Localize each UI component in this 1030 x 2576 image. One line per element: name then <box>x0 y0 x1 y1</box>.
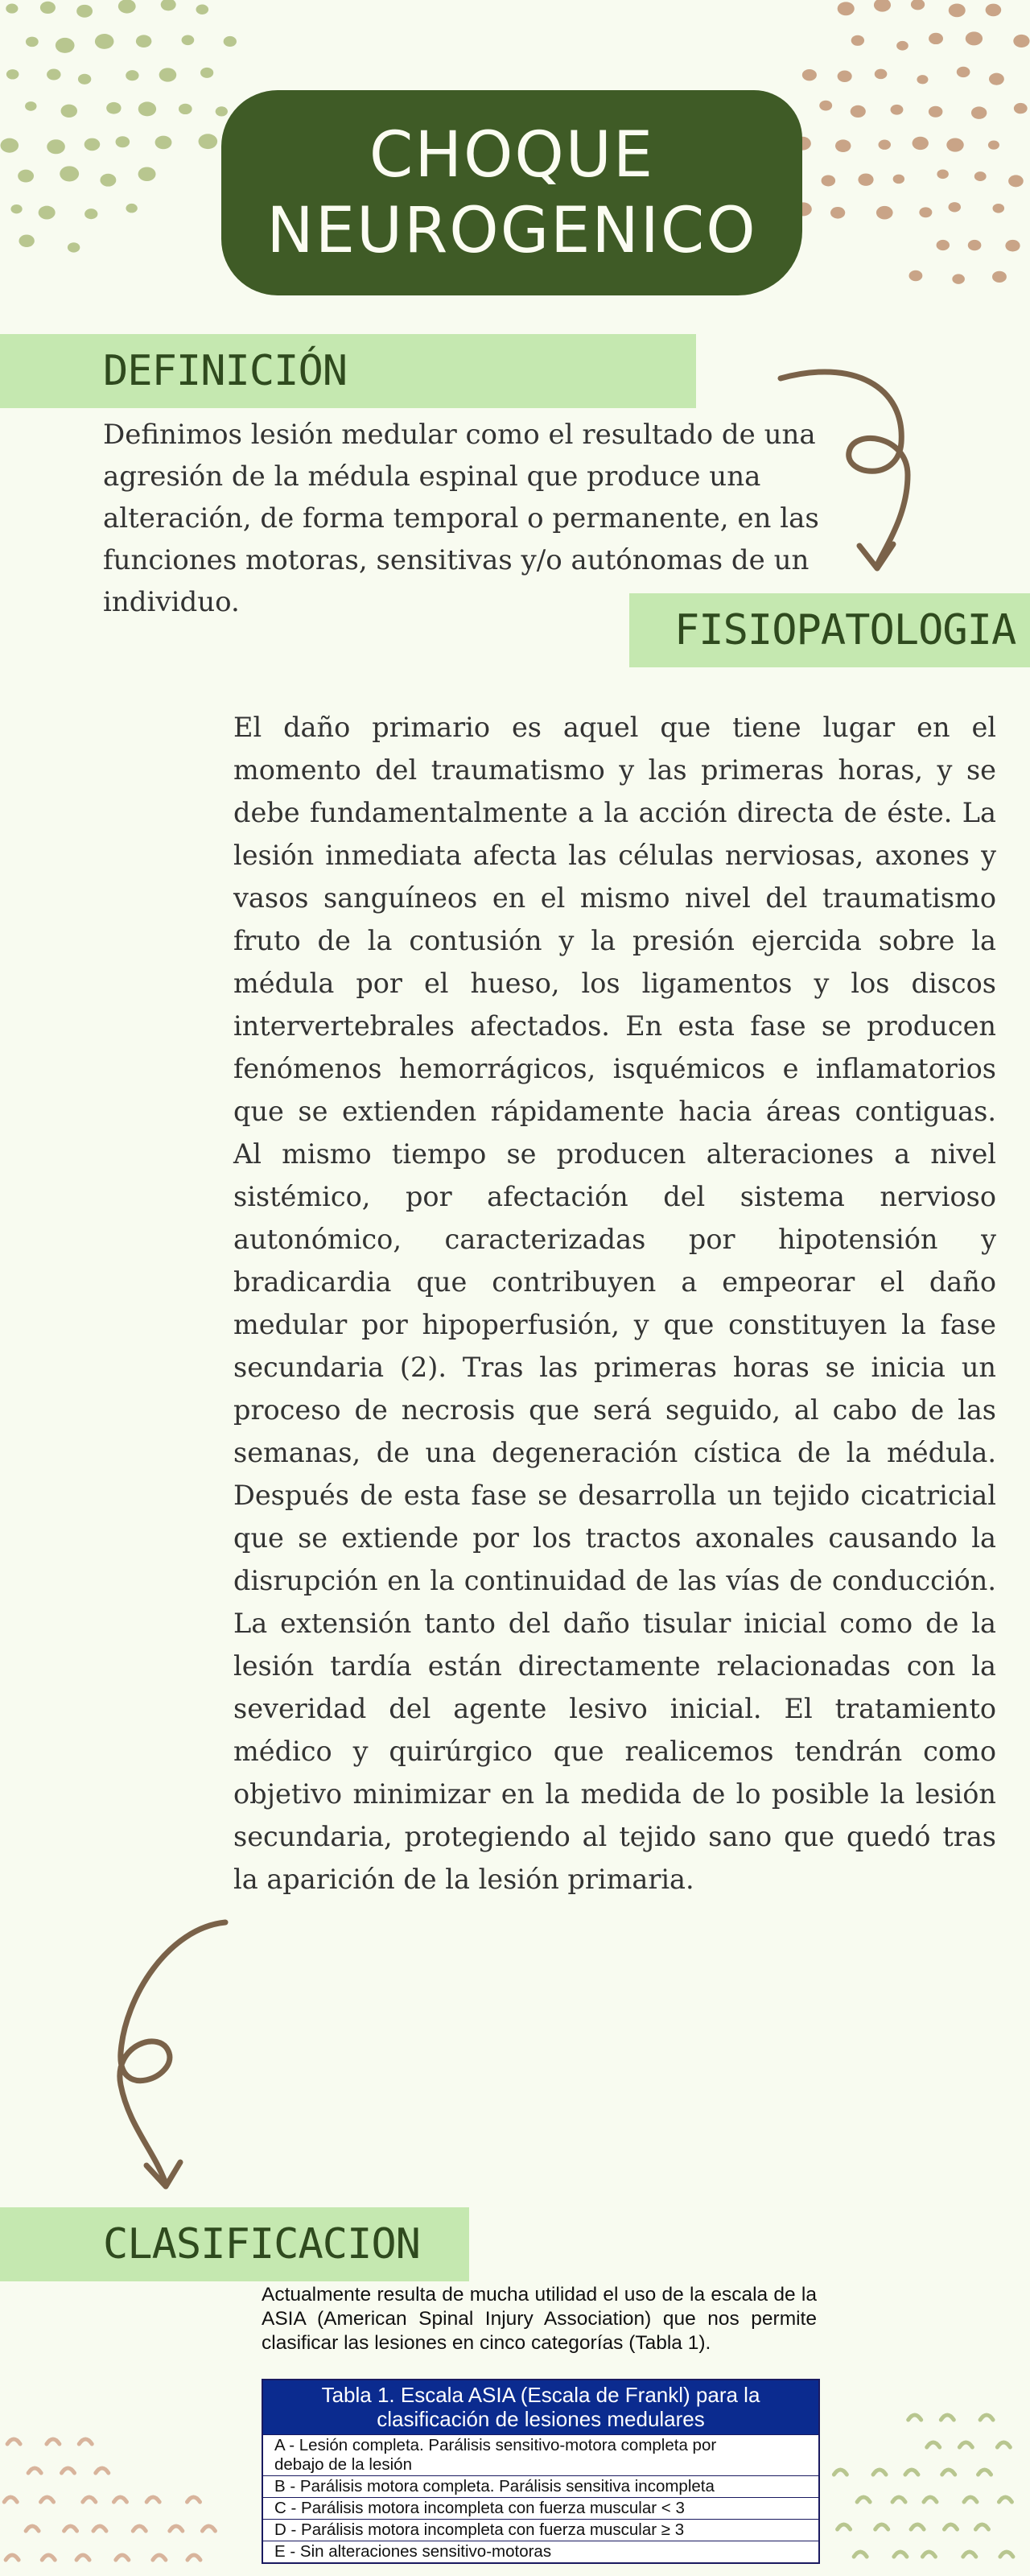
decorative-dot <box>1014 103 1028 114</box>
decorative-dot <box>822 175 836 186</box>
decorative-dot <box>56 38 75 53</box>
table-row: A - Lesión completa. Parálisis sensitivo-motora completa por debajo de la lesión <box>263 2434 818 2475</box>
decorative-dot <box>138 167 156 181</box>
decorative-dot <box>84 208 97 219</box>
decorative-dot <box>949 3 966 17</box>
decorative-dot <box>1005 240 1020 252</box>
decorative-dot <box>911 0 925 10</box>
decorative-dot <box>896 41 908 51</box>
decorative-dot <box>6 4 18 14</box>
decorative-dot <box>968 240 982 250</box>
decorative-arc <box>7 2439 20 2444</box>
decorative-dot <box>159 68 177 81</box>
decorative-arc <box>959 2442 972 2447</box>
decorative-arc <box>941 2415 954 2420</box>
decorative-dot <box>830 207 845 219</box>
decorative-dot <box>95 34 114 49</box>
decorative-arc <box>894 2552 907 2557</box>
decorative-dot <box>6 69 19 79</box>
title-line-2: NEUROGENICO <box>266 194 757 267</box>
title-line-1: CHOQUE <box>369 118 655 192</box>
decorative-dot <box>971 106 987 119</box>
decorative-arc <box>93 2526 106 2531</box>
decorative-dot <box>992 271 1007 283</box>
decorative-dot <box>0 138 19 153</box>
decorative-dot <box>126 70 138 80</box>
decorative-dot <box>126 204 137 213</box>
decorative-dot <box>10 204 22 213</box>
decorative-arc <box>153 2555 166 2560</box>
decorative-dot <box>929 106 943 118</box>
decorative-arc <box>876 2524 888 2529</box>
decorative-arc <box>146 2497 159 2502</box>
fisiopatologia-heading-band <box>629 593 1030 667</box>
decorative-dot <box>917 75 928 84</box>
decorative-arc <box>838 2524 851 2529</box>
decorative-arc <box>96 2468 109 2473</box>
decorative-dot <box>1008 175 1024 187</box>
decorative-arc <box>854 2552 867 2557</box>
decorative-arc <box>42 2555 55 2560</box>
decorative-dot <box>952 274 965 283</box>
decorative-dot <box>992 204 1004 213</box>
definicion-text: Definimos lesión medular como el resultado de una agresión de la médula espinal que produce una alteración, de forma temporal o permanente, en las funciones motoras, sensitivas y/o autónomas de un individuo. <box>103 419 819 618</box>
decorative-arc <box>892 2497 905 2502</box>
decorative-arc <box>911 2524 924 2529</box>
decorative-dot <box>100 174 116 187</box>
decorative-arc <box>905 2470 918 2475</box>
decorative-dot <box>974 171 987 181</box>
decorative-dot <box>84 138 101 151</box>
asia-table-header <box>263 2380 818 2434</box>
fisiopatologia-heading: FISIOPATOLOGIA <box>674 606 1016 654</box>
decorative-dot <box>989 73 1004 85</box>
decorative-arc <box>64 2526 77 2531</box>
decorative-dot <box>986 4 1002 17</box>
decorative-dot <box>988 141 999 150</box>
decorative-dot <box>858 173 873 185</box>
decorative-dot <box>874 0 891 12</box>
decorative-dot <box>161 0 176 10</box>
decorative-dot <box>966 31 983 45</box>
decorative-dot <box>838 71 852 82</box>
decorative-dot <box>61 105 77 118</box>
decorative-dot <box>937 169 949 179</box>
decorative-arc <box>6 2555 19 2560</box>
decorative-dot <box>948 202 961 212</box>
decorative-arc <box>133 2526 146 2531</box>
decorative-dot <box>946 138 963 151</box>
decorative-arc <box>834 2470 847 2475</box>
decorative-dot <box>60 166 79 181</box>
decorative-dot <box>39 206 56 220</box>
table-row: E - Sin alteraciones sensitivo-motoras <box>263 2541 818 2562</box>
decorative-dot <box>919 207 932 217</box>
decorative-dot <box>851 35 864 46</box>
clasificacion-heading-band <box>0 2207 469 2281</box>
decorative-dot <box>878 140 890 150</box>
decorative-arc <box>922 2552 935 2557</box>
definicion-heading: DEFINICIÓN <box>103 347 348 395</box>
decorative-arc <box>76 2555 89 2560</box>
decorative-dot <box>18 170 34 183</box>
decorative-dot <box>851 105 866 118</box>
decorative-arc <box>47 2439 60 2444</box>
decorative-arc <box>170 2526 183 2531</box>
fisiopatologia-text: El daño primario es aquel que tiene lugar en el momento del traumatismo y las primeras horas, y se debe fundamentalmente a la acción directa de éste. La lesión inmediata afecta las células nerviosas, axones y vasos sanguíneos en el mismo nivel del traumatismo fruto de la contusión y la presión ejercida sobre la médula por el hueso, los ligamentos y los discos intervertebrales afectados. En esta fase se producen fenómenos hemorrágicos, isquémicos e inflamatorios que se extienden rápidamente hacia áreas contiguas. Al mismo tiempo se producen alteraciones a nivel sistémico, por afectación del sistema nervioso autonómico, caracterizadas por hipotensión y bradicardia que contribuyen a empeorar el daño medular por hipoperfusión, y que constituyen la fase secundaria (2). Tras las primeras horas se inicia un proceso de necrosis que será seguido, al cabo de las semanas, de una degeneración cística de la médula. Después de esta fase se desarrolla un tejido cicatricial que se extiende por los tractos axonales causando la disrupción en la continuidad de las vías de conducción. La extensión tanto del daño tisular inicial como de la lesión tardía están directamente relacionadas con la severidad del agente lesivo inicial. El tratamiento médico y quirúrgico que realicemos tendrán como objetivo minimizar en la medida de lo posible la lesión secundaria, protegiendo al tejido sano que quedó tras la aparición de la lesión primaria. <box>233 712 996 1895</box>
decorative-dot <box>179 104 192 114</box>
decorative-dot <box>957 67 970 77</box>
decorative-dot <box>200 68 213 78</box>
clasificacion-intro: Actualmente resulta de mucha utilidad el uso de la escala de la ASIA (American Spinal Injury Association) que nos permite clasificar las lesiones en cinco categorías (Tabla 1). <box>262 2284 817 2354</box>
decorative-arc <box>980 2415 993 2420</box>
decorative-arc <box>41 2497 54 2502</box>
decorative-dot <box>1013 35 1029 47</box>
decorative-dot <box>106 102 121 114</box>
decorative-dot <box>118 0 136 14</box>
decorative-arc <box>116 2555 129 2560</box>
decorative-arc <box>963 2552 976 2557</box>
decorative-dot <box>78 74 91 85</box>
decorative-arc <box>924 2497 937 2502</box>
decorative-arc <box>944 2524 957 2529</box>
decorative-dot <box>47 69 61 80</box>
decorative-dot <box>876 206 893 220</box>
curly-arrow-down-icon <box>764 354 925 588</box>
curly-arrow-down-icon <box>89 1908 249 2198</box>
decorative-arc <box>79 2439 92 2444</box>
asia-table-title-2: clasificación de lesiones medulares <box>377 2407 705 2431</box>
decorative-arc <box>978 2470 991 2475</box>
decorative-dot <box>891 105 904 115</box>
asia-table <box>262 2379 820 2564</box>
clasificacion-heading: CLASIFICACION <box>103 2220 420 2268</box>
decorative-arc <box>964 2497 977 2502</box>
decorative-arc <box>942 2470 955 2475</box>
decorative-dot <box>835 139 851 152</box>
decorative-arc <box>83 2497 96 2502</box>
table-row: D - Parálisis motora incompleta con fuerza muscular ≥ 3 <box>263 2519 818 2541</box>
decorative-arc <box>4 2497 17 2502</box>
decorative-dot <box>909 270 923 281</box>
decorative-arc <box>28 2468 41 2473</box>
decorative-dot <box>224 36 237 47</box>
decorative-dot <box>47 139 65 154</box>
decorative-dot <box>26 37 39 47</box>
decorative-dot <box>929 33 943 44</box>
decorative-dot <box>182 35 195 46</box>
decorative-dot <box>937 240 950 250</box>
decorative-arc <box>873 2470 886 2475</box>
decorative-dot <box>25 101 36 111</box>
definicion-heading-band <box>0 334 696 408</box>
decorative-dot <box>155 136 172 150</box>
decorative-dot <box>819 101 832 111</box>
title-banner <box>221 90 802 295</box>
decorative-dot <box>116 136 130 147</box>
decorative-dot <box>893 175 904 184</box>
decorative-dot <box>838 2 855 15</box>
decorative-arc <box>1000 2552 1013 2557</box>
decorative-arc <box>997 2442 1010 2447</box>
decorative-dot <box>196 4 209 14</box>
decorative-dot <box>19 234 34 246</box>
decorative-arc <box>26 2526 39 2531</box>
decorative-arc <box>999 2497 1011 2502</box>
decorative-dot <box>68 242 80 252</box>
decorative-arc <box>857 2497 870 2502</box>
table-row: B - Parálisis motora completa. Parálisis sensitiva incompleta <box>263 2475 818 2497</box>
decorative-dot <box>802 69 817 80</box>
decorative-arc <box>187 2497 200 2502</box>
decorative-dot <box>138 101 156 116</box>
decorative-dot <box>40 2 56 14</box>
decorative-dot <box>875 69 888 80</box>
decorative-arc <box>62 2468 75 2473</box>
asia-table-title-1: Tabla 1. Escala ASIA (Escala de Frankl) para la <box>321 2383 760 2407</box>
decorative-arc <box>202 2526 215 2531</box>
decorative-dot <box>913 137 929 150</box>
decorative-arc <box>187 2555 200 2560</box>
decorative-dot <box>199 134 218 149</box>
table-row: C - Parálisis motora incompleta con fuerza muscular < 3 <box>263 2497 818 2519</box>
decorative-dot <box>76 5 93 18</box>
decorative-dot <box>136 35 152 47</box>
decorative-arc <box>975 2524 988 2529</box>
decorative-dot <box>216 106 228 116</box>
decorative-arc <box>113 2497 126 2502</box>
decorative-arc <box>927 2442 940 2447</box>
decorative-arc <box>908 2415 921 2420</box>
